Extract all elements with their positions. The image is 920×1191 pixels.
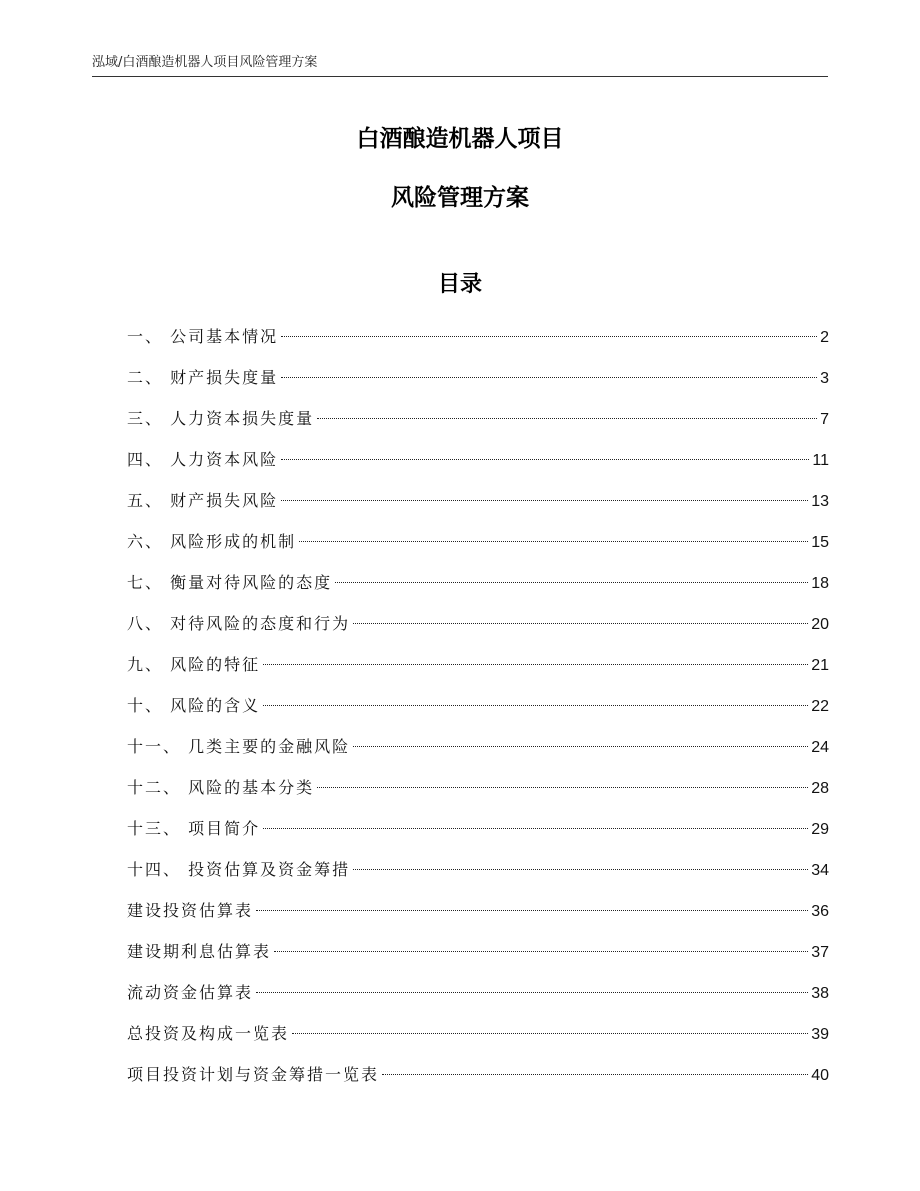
toc-entry-label[interactable]: 建设期利息估算表 (127, 942, 272, 961)
toc-dot-leader (292, 1033, 808, 1034)
table-of-contents (127, 322, 829, 1101)
toc-entry[interactable] (127, 978, 829, 1019)
toc-entry[interactable] (127, 773, 829, 814)
document-title-line1: 白酒酿造机器人项目 (356, 126, 564, 152)
toc-dot-leader (281, 377, 817, 378)
toc-entry-label[interactable]: 六、 风险形成的机制 (127, 532, 297, 551)
toc-dot-leader (353, 869, 808, 870)
toc-dot-leader (382, 1074, 808, 1075)
toc-entry[interactable] (127, 896, 829, 937)
toc-entry-page-number[interactable]: 39 (811, 1026, 829, 1043)
toc-entry[interactable] (127, 527, 829, 568)
toc-entry-label[interactable]: 流动资金估算表 (127, 983, 254, 1002)
toc-dot-leader (263, 828, 808, 829)
toc-dot-leader (317, 787, 808, 788)
toc-entry[interactable] (127, 732, 829, 773)
toc-entry-label[interactable]: 建设投资估算表 (127, 901, 254, 920)
toc-entry[interactable] (127, 1019, 829, 1060)
toc-entry-page-number[interactable]: 20 (811, 616, 829, 633)
toc-entry-page-number[interactable]: 15 (811, 534, 829, 551)
toc-entry-page-number[interactable]: 38 (811, 985, 829, 1002)
toc-entry-page-number[interactable]: 36 (811, 903, 829, 920)
toc-dot-leader (353, 623, 808, 624)
toc-heading: 目录 (437, 272, 482, 297)
toc-dot-leader (256, 910, 808, 911)
toc-entry-label[interactable]: 十、 风险的含义 (127, 696, 261, 715)
toc-entry[interactable] (127, 855, 829, 896)
toc-entry-label[interactable]: 八、 对待风险的态度和行为 (127, 614, 351, 633)
toc-entry[interactable] (127, 363, 829, 404)
toc-entry[interactable] (127, 650, 829, 691)
toc-entry[interactable] (127, 568, 829, 609)
toc-entry[interactable] (127, 1060, 829, 1101)
toc-entry-label[interactable]: 十三、 项目简介 (127, 819, 261, 838)
toc-entry[interactable] (127, 404, 829, 445)
toc-entry-label[interactable]: 五、 财产损失风险 (127, 491, 279, 510)
toc-dot-leader (317, 418, 817, 419)
toc-entry[interactable] (127, 814, 829, 855)
toc-dot-leader (353, 746, 808, 747)
toc-entry-label[interactable]: 一、 公司基本情况 (127, 327, 279, 346)
toc-entry[interactable] (127, 322, 829, 363)
toc-entry[interactable] (127, 609, 829, 650)
toc-entry-label[interactable]: 十四、 投资估算及资金筹措 (127, 860, 351, 879)
toc-entry-page-number[interactable]: 24 (811, 739, 829, 756)
toc-entry-page-number[interactable]: 18 (811, 575, 829, 592)
toc-entry[interactable] (127, 937, 829, 978)
document-title-line2: 风险管理方案 (391, 185, 529, 211)
toc-entry-label[interactable]: 七、 衡量对待风险的态度 (127, 573, 333, 592)
toc-entry-label[interactable]: 九、 风险的特征 (127, 655, 261, 674)
toc-dot-leader (299, 541, 808, 542)
toc-dot-leader (256, 992, 808, 993)
toc-dot-leader (281, 500, 808, 501)
toc-dot-leader (274, 951, 808, 952)
toc-dot-leader (263, 664, 808, 665)
toc-entry[interactable] (127, 486, 829, 527)
toc-dot-leader (281, 336, 817, 337)
toc-entry-page-number[interactable]: 13 (811, 493, 829, 510)
toc-entry-page-number[interactable]: 11 (812, 452, 829, 469)
toc-entry-label[interactable]: 总投资及构成一览表 (127, 1024, 290, 1043)
toc-entry-page-number[interactable]: 21 (811, 657, 829, 674)
toc-entry-page-number[interactable]: 7 (820, 411, 829, 428)
toc-entry-page-number[interactable]: 28 (811, 780, 829, 797)
toc-entry-page-number[interactable]: 34 (811, 862, 829, 879)
toc-entry-page-number[interactable]: 37 (811, 944, 829, 961)
toc-entry-label[interactable]: 十二、 风险的基本分类 (127, 778, 315, 797)
toc-entry-page-number[interactable]: 29 (811, 821, 829, 838)
toc-entry-page-number[interactable]: 3 (820, 370, 829, 387)
toc-entry[interactable] (127, 691, 829, 732)
toc-entry-page-number[interactable]: 22 (811, 698, 829, 715)
toc-dot-leader (335, 582, 808, 583)
toc-entry-label[interactable]: 二、 财产损失度量 (127, 368, 279, 387)
toc-entry-page-number[interactable]: 40 (811, 1067, 829, 1084)
toc-entry-label[interactable]: 十一、 几类主要的金融风险 (127, 737, 351, 756)
toc-dot-leader (281, 459, 809, 460)
running-header: 泓域/白酒酿造机器人项目风险管理方案 (92, 54, 828, 77)
toc-entry-page-number[interactable]: 2 (820, 329, 829, 346)
toc-dot-leader (263, 705, 808, 706)
toc-entry-label[interactable]: 三、 人力资本损失度量 (127, 409, 315, 428)
toc-entry-label[interactable]: 项目投资计划与资金筹措一览表 (127, 1065, 380, 1084)
toc-entry-label[interactable]: 四、 人力资本风险 (127, 450, 279, 469)
toc-entry[interactable] (127, 445, 829, 486)
